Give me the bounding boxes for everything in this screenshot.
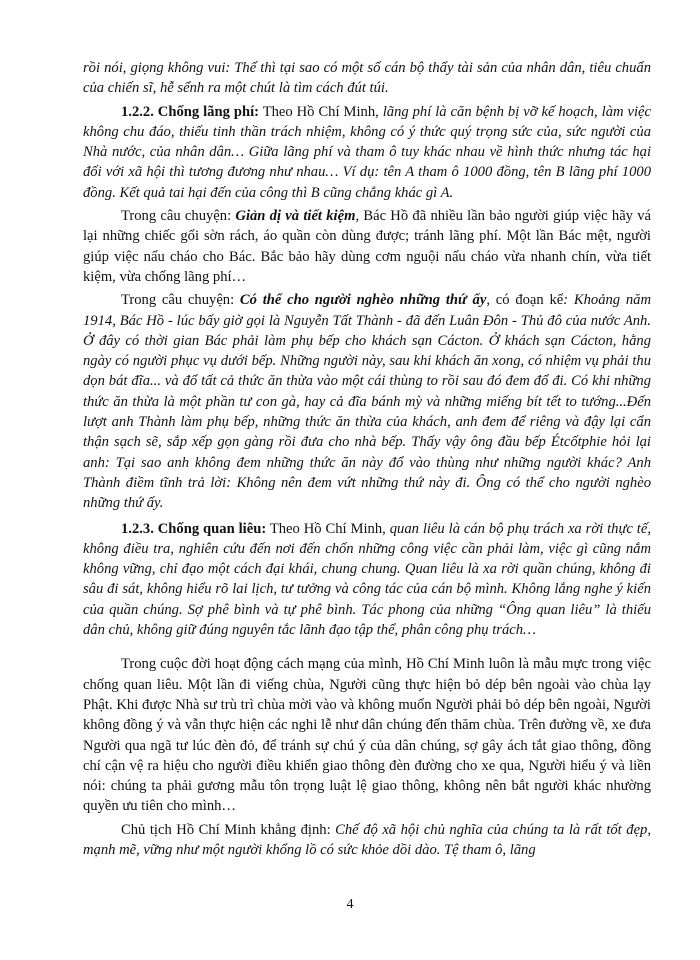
quote-text: lãng phí là căn bệnh bị vỡ kế hoạch, làm việc không chu đáo, thiếu tinh thần trách nhiệm, không có ý thức quý trọng sức của, sức người của Nhà nước, của nhân dân… Giữa lãng phí và tham ô tuy khác nhau về hình thức nhưng tác hại đối với xã hội thì tương đương như nhau… Ví dụ: tên A tham ô 1000 đồng, tên B lãng phí 1000 đồng. Kết quả tai hại đến của công thì B cũng chẳng khác gì A.: [83, 103, 651, 201]
paragraph-text: Trong cuộc đời hoạt động cách mạng của mình, Hồ Chí Minh luôn là mẫu mực trong việc chống quan liêu. Một lần đi viếng chùa, Người cũng thực hiện bỏ dép bên ngoài vào chùa lạy Phật. Khi được Nhà sư trù trì chùa mời vào và không muốn Người phải bỏ dép bên ngoài, Người không đồng ý và vẫn thực hiện các nghi lễ như dân chúng đến thăm chùa. Trên đường về, xe đưa Người qua ngã tư lúc đèn đỏ, để tránh sự chú ý của dân chúng, sợ gây ách tắt giao thông, đồng chí cận vệ ra hiệu cho người điều khiển giao thông đèn đường cho xe qua, Người hiểu ý và liền nói: chúng ta phải gương mẫu tôn trọng luật lệ giao thông, không nên bắt người khác nhường quyền ưu tiên cho mình…: [83, 656, 651, 815]
paragraph-mau-muc: [83, 654, 651, 816]
paragraph-text: , Bác Hồ đã nhiều lần bảo người giúp việc hãy vá lại những chiếc gối sờn rách, áo quần còn dùng được; tránh lãng phí. Một lần Bác mệt, người giúp việc nấu cháo cho Bác. Bắc bảo hãy dùng cơm nguội nấu cháo vừa nhanh chín, vừa tiết kiệm, vừa chống lãng phí…: [83, 208, 652, 285]
document-body: [83, 58, 651, 860]
paragraph-gian-di-tiet-kiem: [83, 206, 651, 287]
paragraph-chong-quan-lieu: [83, 519, 651, 641]
paragraph-lead: Trong câu chuyện:: [121, 292, 240, 309]
paragraph-chong-lang-phi: [83, 102, 651, 203]
paragraph-lead: Theo Hồ Chí Minh,: [266, 520, 390, 537]
paragraph-khang-dinh: [83, 820, 651, 861]
section-heading-1-2-3: 1.2.3. Chống quan liêu:: [121, 520, 267, 537]
paragraph-lead: Theo Hồ Chí Minh,: [259, 103, 383, 120]
quote-text: : Khoảng năm 1914, Bác Hồ - lúc bấy giờ gọi là Nguyễn Tất Thành - đã đến Luân Đôn - Thủ đô của nước Anh. Ở đây có thời gian Bác phải làm phụ bếp cho khách sạn Cácton. Ở khách sạn Cácton, hằng ngày có người phục vụ dưới bếp. Những người này, sau khi khách ăn xong, có nhiệm vụ phải thu dọn bát đĩa... và đổ tất cả thức ăn thừa vào một cái thùng to rồi sau đó đem đổ đi. Có khi những thức ăn thừa là một phần tư con gà, hay cả đĩa bánh mỳ và những miếng bít tết to tướng...Đến lượt anh Thành làm phụ bếp, những thức ăn thừa của khách, anh đem để riêng và đậy lại cẩn thận sạch sẽ, sắp xếp gọn gàng rồi đưa cho nhà bếp. Thấy vậy ông đầu bếp Étcốtphie hỏi lại anh: Tại sao anh không đem những thức ăn này đổ vào thùng như những người khác? Anh Thành điềm tĩnh trả lời: Không nên đem vứt những thứ này đi. Ông có thể cho người nghèo những thứ ấy.: [83, 292, 651, 512]
paragraph-nguoi-ngheo: [83, 290, 651, 513]
story-title: Giản dị và tiết kiệm: [235, 208, 356, 225]
page-number: 4: [346, 897, 354, 912]
quote-text: quan liêu là cán bộ phụ trách xa rời thực tế, không điều tra, nghiên cứu đến nơi đến chốn những công việc cần phải làm, việc gì cũng nắm không vững, chỉ đạo một cách đại khái, chung chung. Quan liêu là xa rời quần chúng, không đi sâu đi sát, không hiểu rõ lai lịch, tư tưởng và công tác của cán bộ mình. Không lắng nghe ý kiến của quần chúng. Sợ phê bình và tự phê bình. Tác phong của những “Ông quan liêu” là thiếu dân chủ, không giữ đúng nguyên tắc lãnh đạo tập thể, phân công phụ trách…: [83, 520, 651, 639]
quote-text: rồi nói, giọng không vui: Thế thì tại sao có một số cán bộ thấy tài sản của nhân dân, tiêu chuẩn của chiến sĩ, hễ sểnh ra một chút là tìm cách đút túi.: [83, 60, 651, 97]
paragraph-continuation: [83, 58, 651, 99]
paragraph-lead: Trong câu chuyện:: [121, 208, 236, 225]
paragraph-lead: Chủ tịch Hồ Chí Minh khẳng định:: [121, 821, 336, 838]
paragraph-text: , có đoạn kể: [486, 292, 564, 309]
section-heading-1-2-2: 1.2.2. Chống lãng phí:: [121, 103, 259, 120]
story-title: Có thể cho người nghèo những thứ ấy: [239, 292, 487, 309]
quote-text: Chế độ xã hội chủ nghĩa của chúng ta là rất tốt đẹp, mạnh mẽ, vững như một người khổng lồ có sức khỏe dồi dào. Tệ tham ô, lãng: [83, 821, 651, 858]
